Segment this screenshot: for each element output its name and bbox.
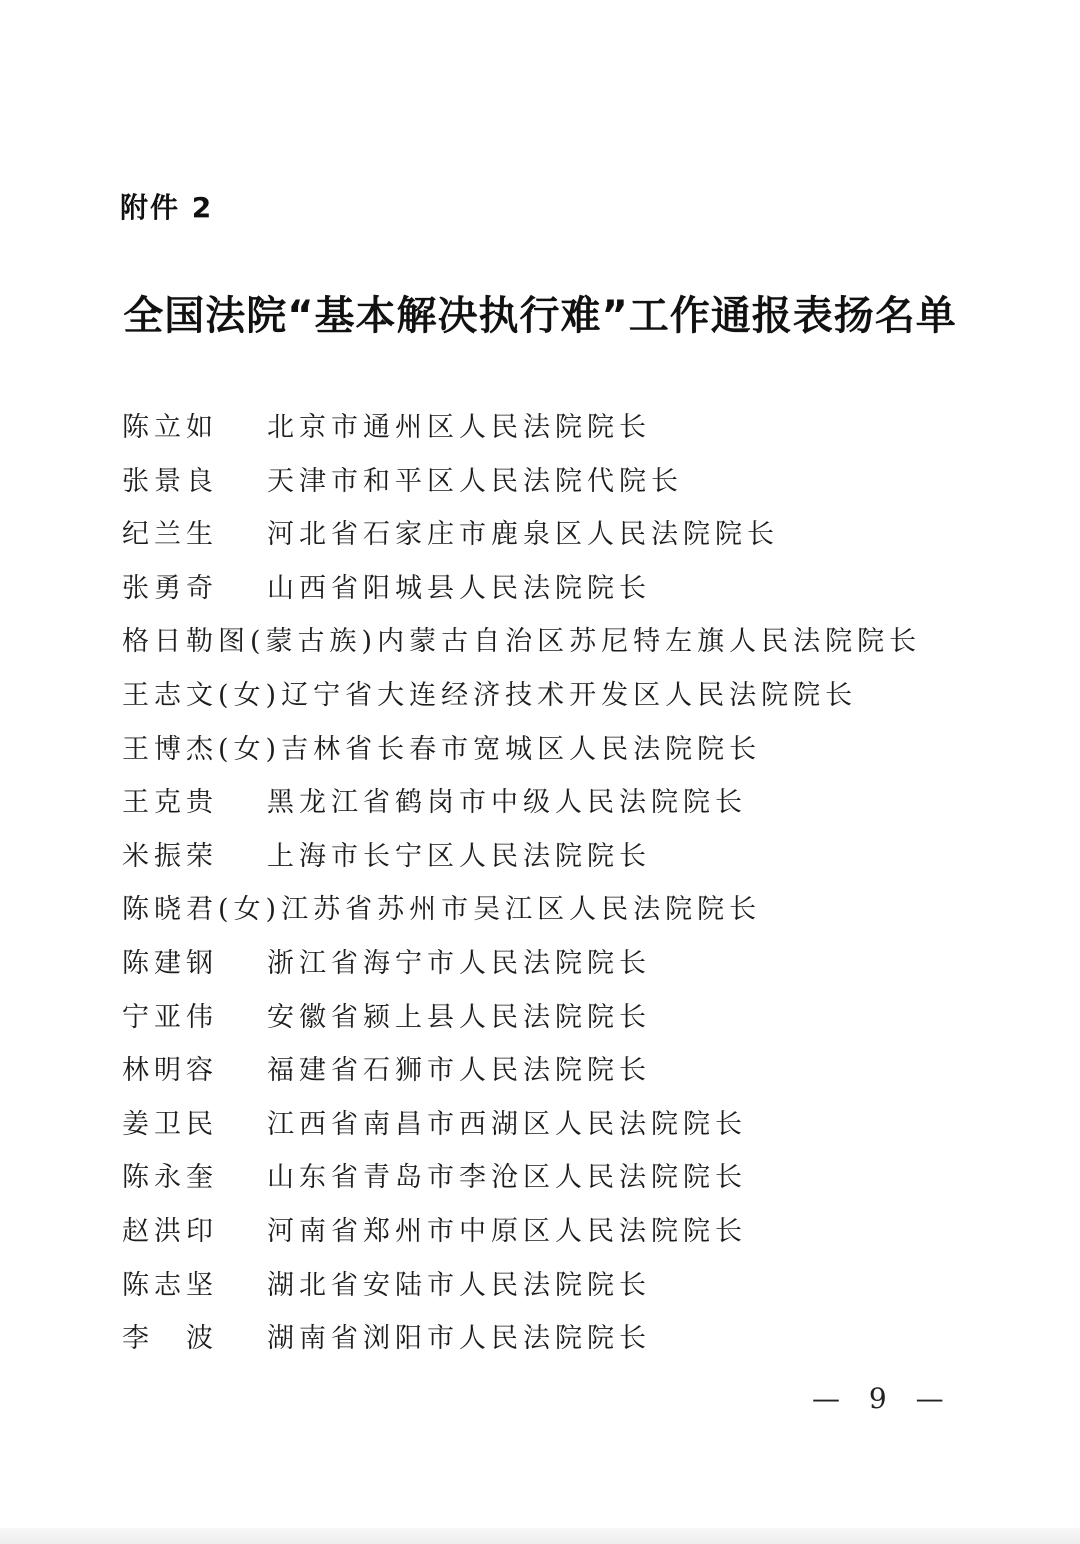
list-item bbox=[122, 1319, 1022, 1373]
honoree-position: 湖北省安陆市人民法院院长 bbox=[267, 1269, 651, 1301]
list-item bbox=[122, 1105, 1022, 1159]
honoree-list bbox=[122, 408, 1022, 1373]
honoree-name: 纪兰生 bbox=[122, 519, 218, 551]
honoree-name: 李 波 bbox=[122, 1323, 218, 1355]
honoree-position: 江西省南昌市西湖区人民法院院长 bbox=[267, 1108, 747, 1140]
honoree-name: 张景良 bbox=[122, 465, 218, 497]
honoree-position: 安徽省颍上县人民法院院长 bbox=[267, 1001, 651, 1033]
page-bottom-edge bbox=[0, 1528, 1080, 1544]
honoree-position: 河北省石家庄市鹿泉区人民法院院长 bbox=[267, 519, 779, 551]
list-item bbox=[122, 1266, 1022, 1320]
list-item bbox=[122, 998, 1022, 1052]
list-item bbox=[122, 890, 1022, 944]
document-title: 全国法院“基本解决执行难”工作通报表扬名单 bbox=[123, 293, 957, 339]
honoree-name: 米振荣 bbox=[122, 840, 218, 872]
list-item bbox=[122, 569, 1022, 623]
honoree-name: 张勇奇 bbox=[122, 572, 218, 604]
attachment-label: 附件 2 bbox=[120, 191, 214, 224]
page-number: — 9 — bbox=[812, 1382, 954, 1415]
honoree-name: 王志文(女) bbox=[122, 679, 282, 711]
list-item bbox=[122, 783, 1022, 837]
honoree-position: 黑龙江省鹤岗市中级人民法院院长 bbox=[267, 787, 747, 819]
honoree-position: 北京市通州区人民法院院长 bbox=[267, 412, 651, 443]
list-item bbox=[122, 1158, 1022, 1212]
list-item bbox=[122, 462, 1022, 516]
list-item bbox=[122, 515, 1022, 569]
honoree-position: 山西省阳城县人民法院院长 bbox=[267, 572, 651, 604]
list-item bbox=[122, 944, 1022, 998]
honoree-position: 浙江省海宁市人民法院院长 bbox=[267, 947, 651, 979]
honoree-name: 宁亚伟 bbox=[122, 1001, 218, 1033]
honoree-name: 陈晓君(女) bbox=[122, 894, 282, 926]
honoree-name: 陈志坚 bbox=[122, 1269, 218, 1301]
honoree-name: 陈建钢 bbox=[122, 947, 218, 979]
honoree-name: 赵洪印 bbox=[122, 1215, 218, 1247]
list-item bbox=[122, 837, 1022, 891]
honoree-name: 王克贵 bbox=[122, 787, 218, 819]
honoree-name: 陈立如 bbox=[122, 412, 218, 443]
honoree-position: 山东省青岛市李沧区人民法院院长 bbox=[267, 1162, 747, 1194]
list-item bbox=[122, 622, 1022, 676]
list-item bbox=[122, 730, 1022, 784]
honoree-position: 福建省石狮市人民法院院长 bbox=[267, 1055, 651, 1087]
honoree-position: 江苏省苏州市吴江区人民法院院长 bbox=[281, 894, 762, 926]
list-item bbox=[122, 408, 1022, 462]
honoree-name: 姜卫民 bbox=[122, 1108, 218, 1140]
honoree-position: 天津市和平区人民法院代院长 bbox=[267, 465, 683, 497]
honoree-position: 辽宁省大连经济技术开发区人民法院院长 bbox=[281, 679, 858, 711]
list-item bbox=[122, 1051, 1022, 1105]
honoree-position: 湖南省浏阳市人民法院院长 bbox=[267, 1323, 651, 1355]
honoree-position: 河南省郑州市中原区人民法院院长 bbox=[267, 1215, 747, 1247]
honoree-name: 王博杰(女) bbox=[122, 733, 282, 765]
honoree-position: 内蒙古自治区苏尼特左旗人民法院院长 bbox=[377, 626, 922, 658]
honoree-position: 上海市长宁区人民法院院长 bbox=[267, 840, 651, 872]
honoree-name: 格日勒图(蒙古族) bbox=[122, 626, 378, 658]
honoree-name: 陈永奎 bbox=[122, 1162, 218, 1194]
list-item bbox=[122, 1212, 1022, 1266]
honoree-name: 林明容 bbox=[122, 1055, 218, 1087]
list-item bbox=[122, 676, 1022, 730]
honoree-position: 吉林省长春市宽城区人民法院院长 bbox=[281, 733, 762, 765]
